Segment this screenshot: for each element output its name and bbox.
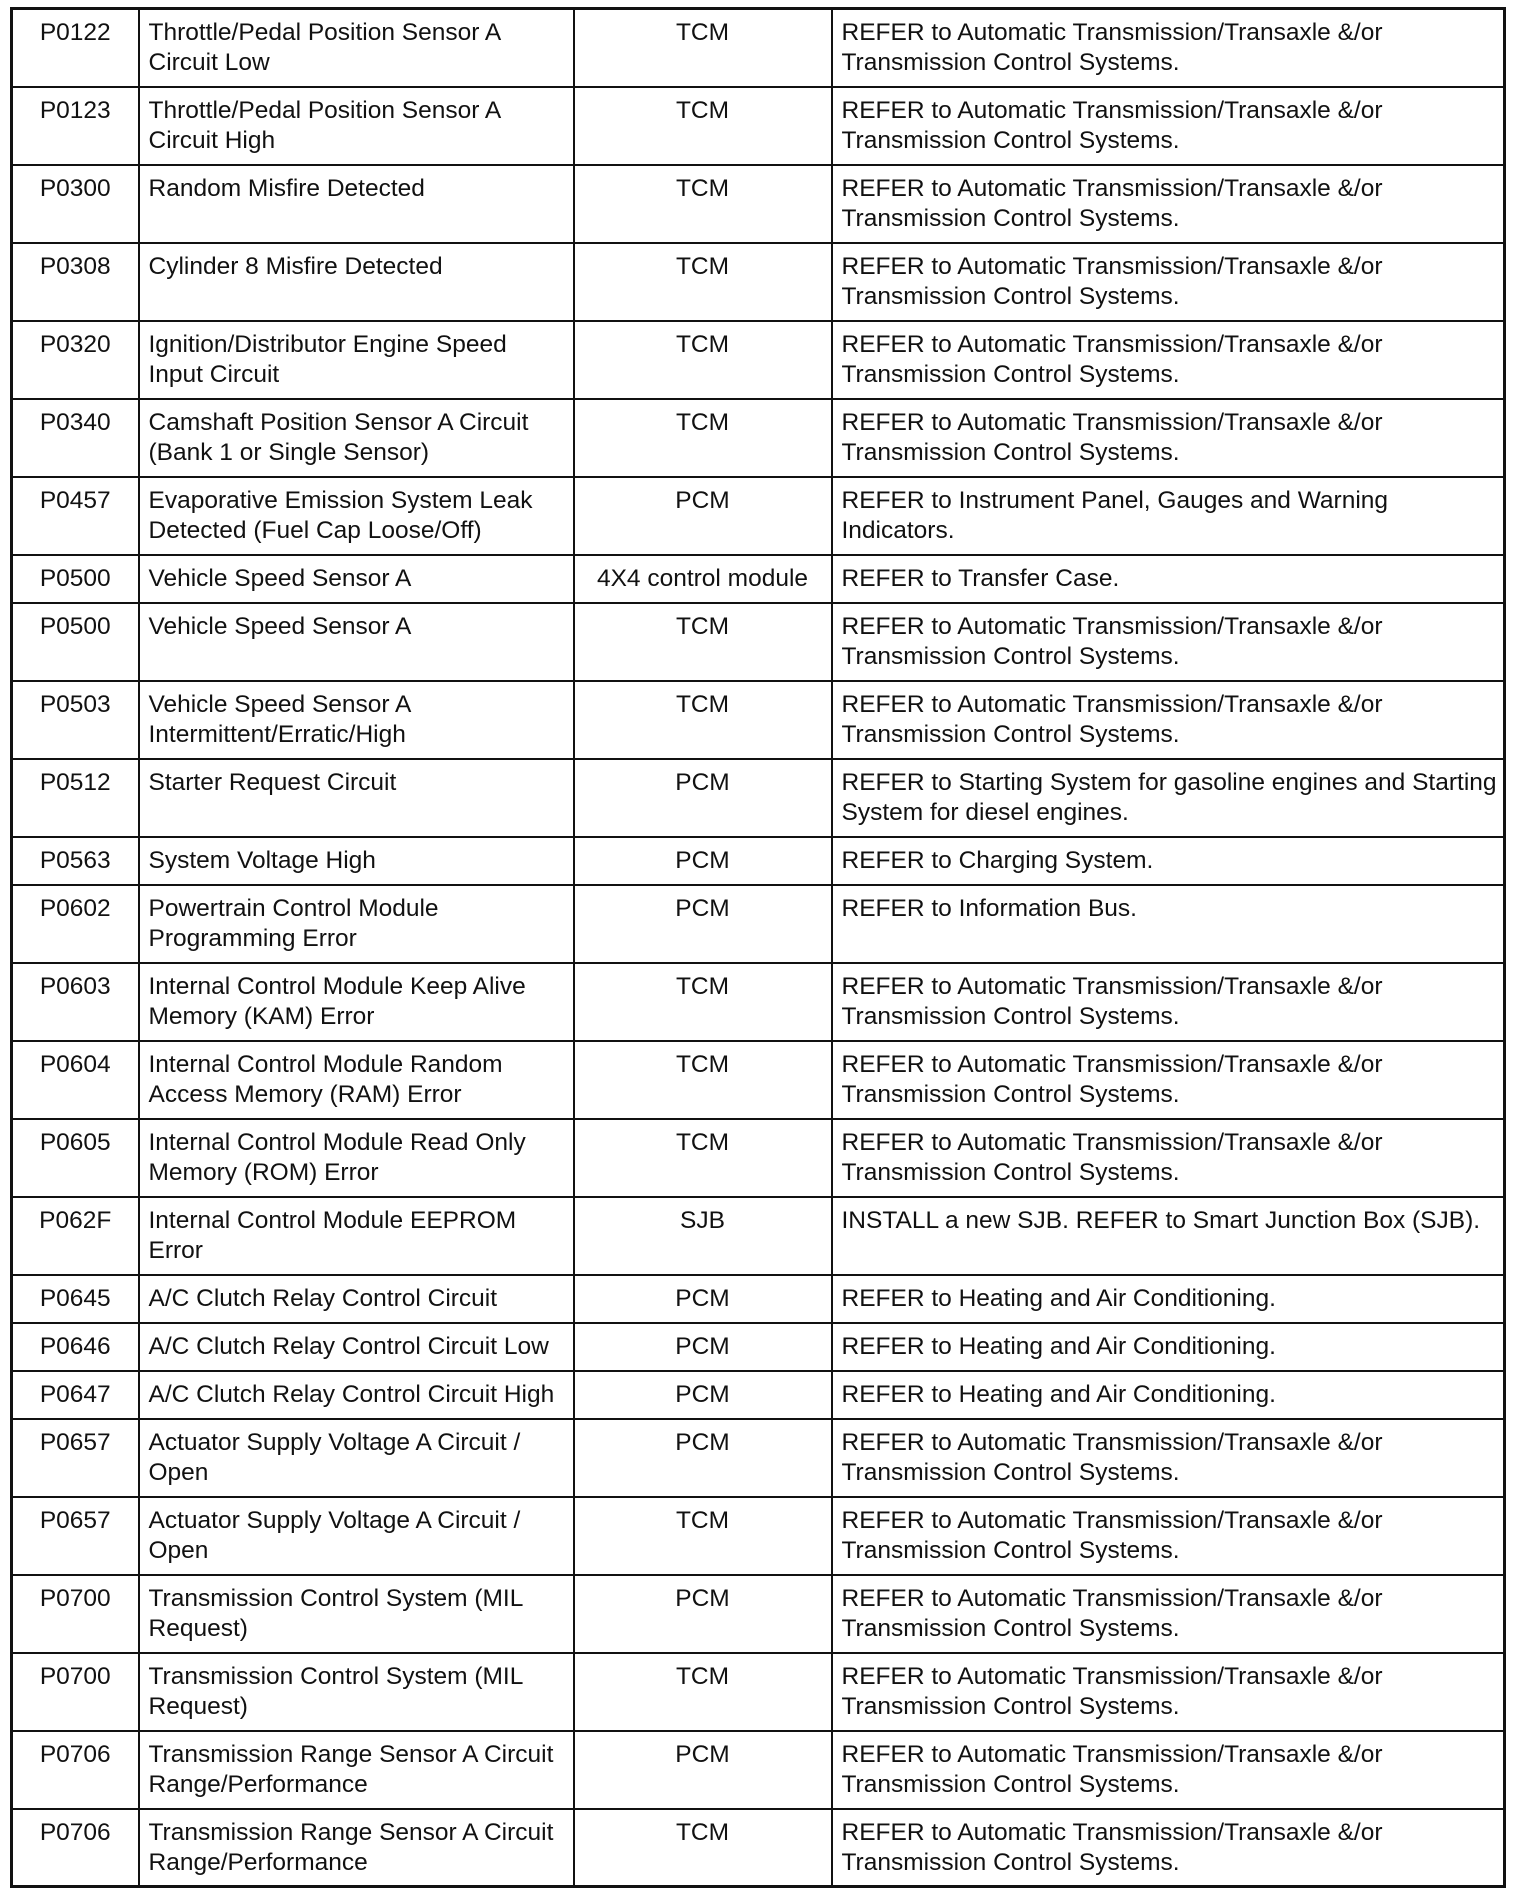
table-row [12, 243, 1505, 321]
table-row [12, 759, 1505, 837]
dtc-code-cell: P0308 [12, 243, 139, 321]
table-row [12, 477, 1505, 555]
module-cell: TCM [574, 321, 832, 399]
dtc-description-cell: Actuator Supply Voltage A Circuit / Open [139, 1419, 574, 1497]
dtc-code-cell: P0300 [12, 165, 139, 243]
dtc-description-cell: Internal Control Module Random Access Memory (RAM) Error [139, 1041, 574, 1119]
table-row [12, 1197, 1505, 1275]
module-cell: PCM [574, 837, 832, 885]
dtc-description-cell: Transmission Control System (MIL Request) [139, 1575, 574, 1653]
dtc-description-cell: Powertrain Control Module Programming Error [139, 885, 574, 963]
action-cell: REFER to Automatic Transmission/Transaxle &/or Transmission Control Systems. [832, 681, 1505, 759]
action-cell: REFER to Automatic Transmission/Transaxle &/or Transmission Control Systems. [832, 1575, 1505, 1653]
dtc-code-cell: P0647 [12, 1371, 139, 1419]
dtc-description-cell: Cylinder 8 Misfire Detected [139, 243, 574, 321]
dtc-code-cell: P0500 [12, 603, 139, 681]
table-row [12, 963, 1505, 1041]
table-row [12, 321, 1505, 399]
dtc-description-cell: A/C Clutch Relay Control Circuit High [139, 1371, 574, 1419]
action-cell: REFER to Automatic Transmission/Transaxle &/or Transmission Control Systems. [832, 399, 1505, 477]
table-row [12, 885, 1505, 963]
dtc-code-cell: P0503 [12, 681, 139, 759]
action-cell: REFER to Automatic Transmission/Transaxle &/or Transmission Control Systems. [832, 603, 1505, 681]
dtc-description-cell: Evaporative Emission System Leak Detected (Fuel Cap Loose/Off) [139, 477, 574, 555]
dtc-code-cell: P0340 [12, 399, 139, 477]
table-row [12, 165, 1505, 243]
action-cell: REFER to Heating and Air Conditioning. [832, 1371, 1505, 1419]
table-row [12, 681, 1505, 759]
dtc-code-cell: P0706 [12, 1809, 139, 1887]
action-cell: REFER to Automatic Transmission/Transaxle &/or Transmission Control Systems. [832, 1119, 1505, 1197]
table-row [12, 1731, 1505, 1809]
module-cell: PCM [574, 885, 832, 963]
dtc-description-cell: Vehicle Speed Sensor A Intermittent/Erratic/High [139, 681, 574, 759]
table-row [12, 1041, 1505, 1119]
module-cell: PCM [574, 1371, 832, 1419]
action-cell: REFER to Automatic Transmission/Transaxle &/or Transmission Control Systems. [832, 1497, 1505, 1575]
dtc-code-cell: P0122 [12, 9, 139, 87]
module-cell: PCM [574, 1731, 832, 1809]
module-cell: TCM [574, 1041, 832, 1119]
module-cell: TCM [574, 1497, 832, 1575]
module-cell: PCM [574, 1275, 832, 1323]
dtc-code-cell: P0563 [12, 837, 139, 885]
dtc-code-cell: P0700 [12, 1575, 139, 1653]
action-cell: REFER to Charging System. [832, 837, 1505, 885]
dtc-description-cell: Vehicle Speed Sensor A [139, 603, 574, 681]
table-row [12, 837, 1505, 885]
table-row [12, 1371, 1505, 1419]
dtc-description-cell: A/C Clutch Relay Control Circuit [139, 1275, 574, 1323]
module-cell: TCM [574, 87, 832, 165]
dtc-description-cell: Camshaft Position Sensor A Circuit (Bank 1 or Single Sensor) [139, 399, 574, 477]
dtc-description-cell: Transmission Range Sensor A Circuit Range/Performance [139, 1809, 574, 1887]
module-cell: TCM [574, 1119, 832, 1197]
table-row [12, 1323, 1505, 1371]
action-cell: REFER to Automatic Transmission/Transaxle &/or Transmission Control Systems. [832, 165, 1505, 243]
dtc-code-cell: P0657 [12, 1497, 139, 1575]
action-cell: REFER to Automatic Transmission/Transaxle &/or Transmission Control Systems. [832, 1731, 1505, 1809]
dtc-description-cell: Internal Control Module Keep Alive Memory (KAM) Error [139, 963, 574, 1041]
action-cell: REFER to Automatic Transmission/Transaxle &/or Transmission Control Systems. [832, 87, 1505, 165]
module-cell: TCM [574, 165, 832, 243]
module-cell: TCM [574, 681, 832, 759]
table-row [12, 555, 1505, 603]
module-cell: 4X4 control module [574, 555, 832, 603]
dtc-description-cell: Ignition/Distributor Engine Speed Input Circuit [139, 321, 574, 399]
dtc-description-cell: Vehicle Speed Sensor A [139, 555, 574, 603]
action-cell: REFER to Transfer Case. [832, 555, 1505, 603]
table-row [12, 1653, 1505, 1731]
dtc-description-cell: Internal Control Module Read Only Memory (ROM) Error [139, 1119, 574, 1197]
dtc-code-cell: P0603 [12, 963, 139, 1041]
dtc-description-cell: Throttle/Pedal Position Sensor A Circuit High [139, 87, 574, 165]
dtc-code-cell: P0500 [12, 555, 139, 603]
action-cell: REFER to Starting System for gasoline engines and Starting System for diesel engines. [832, 759, 1505, 837]
dtc-description-cell: Internal Control Module EEPROM Error [139, 1197, 574, 1275]
dtc-description-cell: Starter Request Circuit [139, 759, 574, 837]
dtc-description-cell: Random Misfire Detected [139, 165, 574, 243]
dtc-code-cell: P0700 [12, 1653, 139, 1731]
module-cell: TCM [574, 399, 832, 477]
table-row [12, 1575, 1505, 1653]
dtc-description-cell: A/C Clutch Relay Control Circuit Low [139, 1323, 574, 1371]
module-cell: TCM [574, 1809, 832, 1887]
table-row [12, 1809, 1505, 1887]
table-row [12, 603, 1505, 681]
table-row [12, 1275, 1505, 1323]
dtc-code-cell: P0123 [12, 87, 139, 165]
action-cell: REFER to Heating and Air Conditioning. [832, 1275, 1505, 1323]
action-cell: REFER to Automatic Transmission/Transaxle &/or Transmission Control Systems. [832, 963, 1505, 1041]
dtc-code-cell: P0602 [12, 885, 139, 963]
module-cell: TCM [574, 963, 832, 1041]
dtc-code-cell: P0646 [12, 1323, 139, 1371]
dtc-code-cell: P0645 [12, 1275, 139, 1323]
dtc-table-body [12, 9, 1505, 1887]
module-cell: TCM [574, 1653, 832, 1731]
dtc-code-cell: P0457 [12, 477, 139, 555]
module-cell: PCM [574, 1575, 832, 1653]
action-cell: REFER to Automatic Transmission/Transaxle &/or Transmission Control Systems. [832, 9, 1505, 87]
dtc-description-cell: Actuator Supply Voltage A Circuit / Open [139, 1497, 574, 1575]
dtc-code-cell: P0512 [12, 759, 139, 837]
action-cell: REFER to Information Bus. [832, 885, 1505, 963]
action-cell: INSTALL a new SJB. REFER to Smart Junction Box (SJB). [832, 1197, 1505, 1275]
dtc-code-cell: P0657 [12, 1419, 139, 1497]
module-cell: PCM [574, 759, 832, 837]
dtc-description-cell: Throttle/Pedal Position Sensor A Circuit Low [139, 9, 574, 87]
table-row [12, 399, 1505, 477]
table-row [12, 1497, 1505, 1575]
action-cell: REFER to Automatic Transmission/Transaxle &/or Transmission Control Systems. [832, 1041, 1505, 1119]
dtc-code-cell: P0706 [12, 1731, 139, 1809]
dtc-code-cell: P062F [12, 1197, 139, 1275]
action-cell: REFER to Instrument Panel, Gauges and Warning Indicators. [832, 477, 1505, 555]
module-cell: TCM [574, 243, 832, 321]
action-cell: REFER to Automatic Transmission/Transaxle &/or Transmission Control Systems. [832, 1653, 1505, 1731]
dtc-table [10, 7, 1506, 1888]
dtc-code-cell: P0605 [12, 1119, 139, 1197]
module-cell: TCM [574, 9, 832, 87]
action-cell: REFER to Heating and Air Conditioning. [832, 1323, 1505, 1371]
dtc-description-cell: System Voltage High [139, 837, 574, 885]
table-row [12, 1119, 1505, 1197]
dtc-description-cell: Transmission Range Sensor A Circuit Range/Performance [139, 1731, 574, 1809]
dtc-description-cell: Transmission Control System (MIL Request) [139, 1653, 574, 1731]
action-cell: REFER to Automatic Transmission/Transaxle &/or Transmission Control Systems. [832, 321, 1505, 399]
table-row [12, 87, 1505, 165]
module-cell: PCM [574, 1323, 832, 1371]
module-cell: PCM [574, 477, 832, 555]
table-row [12, 1419, 1505, 1497]
table-row [12, 9, 1505, 87]
module-cell: PCM [574, 1419, 832, 1497]
action-cell: REFER to Automatic Transmission/Transaxle &/or Transmission Control Systems. [832, 1809, 1505, 1887]
dtc-code-cell: P0604 [12, 1041, 139, 1119]
action-cell: REFER to Automatic Transmission/Transaxle &/or Transmission Control Systems. [832, 1419, 1505, 1497]
dtc-code-cell: P0320 [12, 321, 139, 399]
module-cell: SJB [574, 1197, 832, 1275]
action-cell: REFER to Automatic Transmission/Transaxle &/or Transmission Control Systems. [832, 243, 1505, 321]
module-cell: TCM [574, 603, 832, 681]
